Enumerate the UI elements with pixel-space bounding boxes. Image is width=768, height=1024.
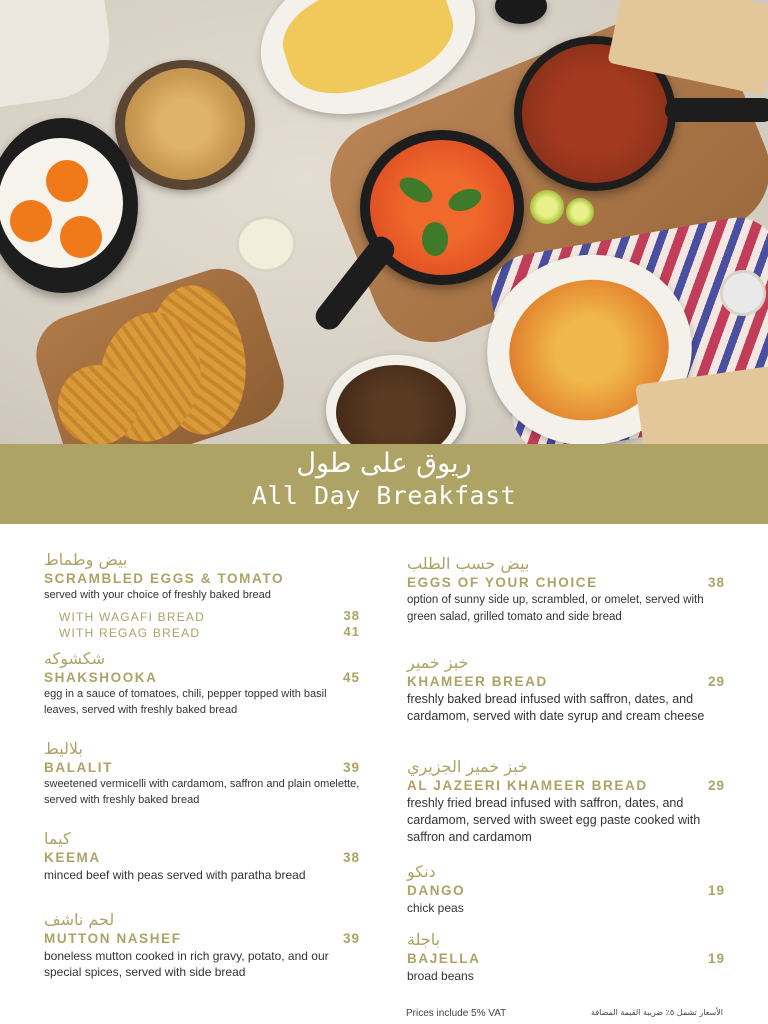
menu-item-dango xyxy=(407,862,725,916)
item-name: KEEMA xyxy=(44,850,101,865)
item-name-arabic: دنكو xyxy=(407,862,436,881)
item-description: freshly baked bread infused with saffron, dates, and cardamom, served with date syrup and cream cheese xyxy=(407,692,705,723)
menu-item-scrambled-eggs xyxy=(44,550,360,640)
item-description: minced beef with peas served with paratha bread xyxy=(44,868,306,882)
item-option xyxy=(59,608,360,624)
khameer-bread xyxy=(58,365,138,444)
menu-item-balalit xyxy=(44,739,360,808)
broad-beans-bowl xyxy=(326,355,466,444)
item-name: SHAKSHOOKA xyxy=(44,670,158,685)
item-description: option of sunny side up, scrambled, or omelet, served with green salad, grilled tomato and side bread xyxy=(407,594,704,623)
item-name: BALALIT xyxy=(44,760,113,775)
cream-cup xyxy=(236,216,296,272)
item-option xyxy=(59,624,360,640)
item-price: 45 xyxy=(342,670,360,685)
menu-item-khameer-bread xyxy=(407,653,725,725)
hero-food-photo xyxy=(0,0,768,444)
item-name: MUTTON NASHEF xyxy=(44,931,182,946)
item-price: 38 xyxy=(707,575,725,590)
vat-note-arabic: الأسعار تشمل ٥٪ ضريبة القيمة المضافة xyxy=(591,1008,723,1017)
option-label: WITH WAGAFI BREAD xyxy=(59,609,205,624)
title-banner xyxy=(0,444,768,524)
banner-title-arabic: ريوق على طول xyxy=(296,448,472,479)
item-name-arabic: بيض حسب الطلب xyxy=(407,554,530,573)
item-price: 29 xyxy=(707,674,725,689)
item-price: 19 xyxy=(707,951,725,966)
item-name-arabic: خبز خمير xyxy=(407,653,469,672)
glass xyxy=(720,270,766,316)
vat-note: Prices include 5% VAT xyxy=(406,1008,507,1019)
option-price: 41 xyxy=(343,623,360,639)
item-name: EGGS OF YOUR CHOICE xyxy=(407,575,598,590)
item-name-arabic: خبز خمير الجزيري xyxy=(407,757,528,776)
item-description: served with your choice of freshly baked bread xyxy=(44,589,271,601)
item-name: AL JAZEERI KHAMEER BREAD xyxy=(407,778,648,793)
menu-item-mutton-nashef xyxy=(44,910,360,980)
banner-title: All Day Breakfast xyxy=(251,481,517,510)
menu-item-bajella xyxy=(407,930,725,984)
item-name-arabic: بلاليط xyxy=(44,739,83,758)
menu-item-keema xyxy=(44,829,360,883)
item-name-arabic: كيما xyxy=(44,829,71,848)
chickpea-bowl xyxy=(115,60,255,190)
item-description: egg in a sauce of tomatoes, chili, pepper topped with basil leaves, served with freshly baked bread xyxy=(44,688,327,716)
item-name-arabic: لحم ناشف xyxy=(44,910,115,929)
menu-item-eggs-of-your-choice xyxy=(407,554,725,625)
napkin xyxy=(0,0,117,109)
item-description: freshly fried bread infused with saffron, dates, and cardamom, served with sweet egg paste cooked with saffron and cardamom xyxy=(407,796,701,844)
lime-half xyxy=(566,198,594,226)
item-price: 39 xyxy=(342,760,360,775)
item-name-arabic: شكشوكه xyxy=(44,649,105,668)
date-syrup-jar xyxy=(495,0,547,24)
item-name-arabic: بيض وطماط xyxy=(44,550,128,569)
item-description: broad beans xyxy=(407,969,474,983)
item-price: 39 xyxy=(342,931,360,946)
lime-half xyxy=(530,190,564,224)
item-name: DANGO xyxy=(407,883,466,898)
item-name: SCRAMBLED EGGS & TOMATO xyxy=(44,571,285,586)
option-price: 38 xyxy=(343,607,360,623)
item-name-arabic: باجلة xyxy=(407,930,441,949)
item-price: 29 xyxy=(707,778,725,793)
item-name: BAJELLA xyxy=(407,951,481,966)
item-description: boneless mutton cooked in rich gravy, potato, and our special spices, served with side bread xyxy=(44,949,329,979)
keema-pan-handle xyxy=(665,98,768,122)
item-price: 38 xyxy=(342,850,360,865)
item-description: chick peas xyxy=(407,901,464,915)
menu-item-shakshooka xyxy=(44,649,360,718)
item-description: sweetened vermicelli with cardamom, saffron and plain omelette, served with freshly baked bread xyxy=(44,778,360,806)
fried-eggs-pan xyxy=(0,118,138,293)
menu-item-al-jazeeri-khameer xyxy=(407,757,725,846)
item-name: KHAMEER BREAD xyxy=(407,674,548,689)
option-label: WITH REGAG BREAD xyxy=(59,625,201,640)
item-price: 19 xyxy=(707,883,725,898)
